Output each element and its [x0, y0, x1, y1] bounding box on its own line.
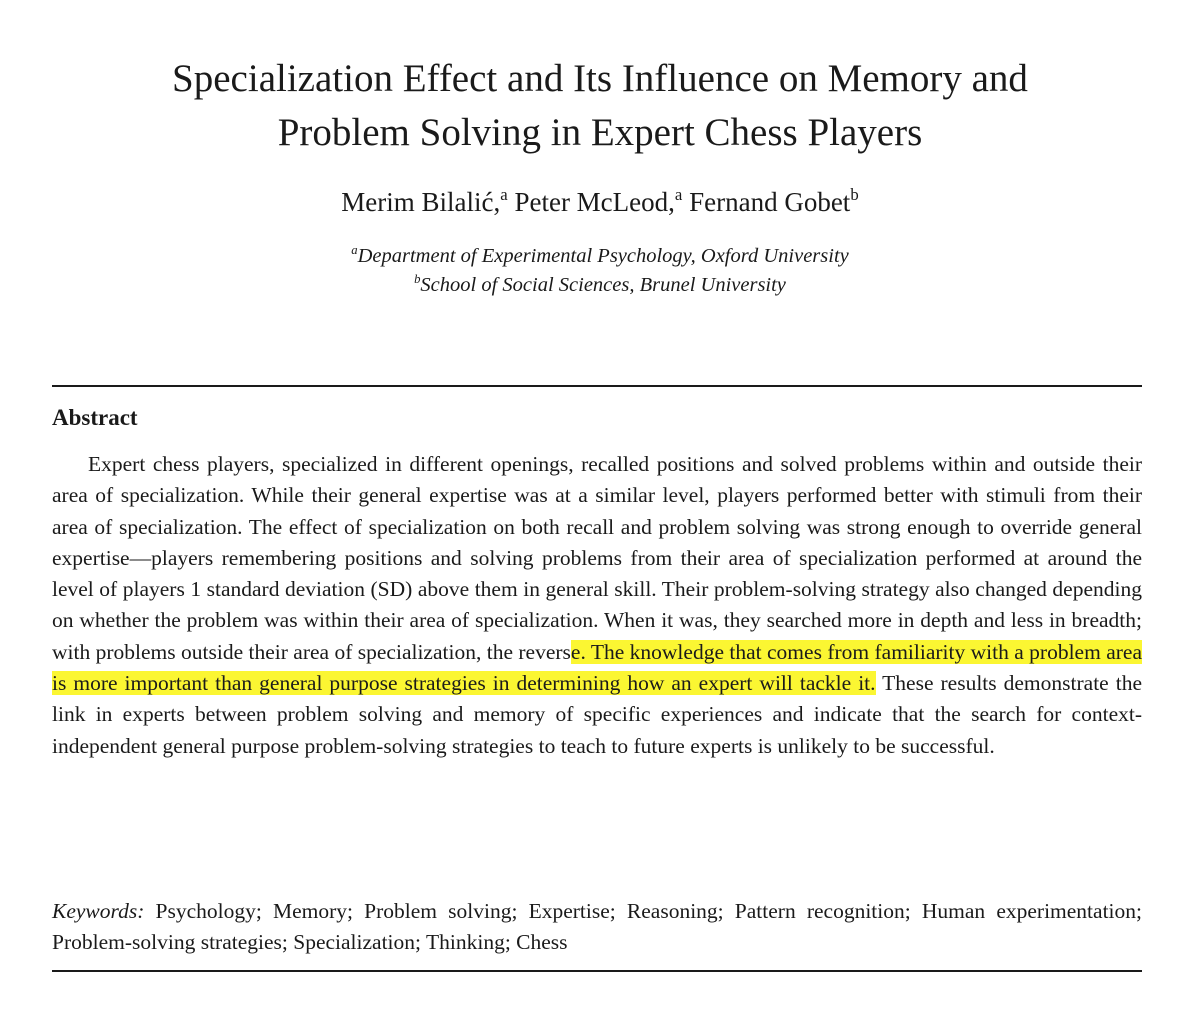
- author-affiliation-mark: b: [850, 185, 859, 205]
- author-name: Merim Bilalić,: [341, 187, 501, 217]
- keywords: [52, 896, 1142, 959]
- title-line-2: Problem Solving in Expert Chess Players: [277, 111, 923, 154]
- affiliation-text: School of Social Sciences, Brunel University: [420, 274, 786, 296]
- abstract-text-after: These results demonstrate the link in experts between problem solving and memory of specific experiences and indicate that the search for context-independent general purpose problem-solving strategies to teach to future experts is unlikely to be successful.: [52, 671, 1142, 758]
- top-divider: [52, 385, 1142, 387]
- keywords-text: Psychology; Memory; Problem solving; Expertise; Reasoning; Pattern recognition; Human experimentation; Problem-solving strategies; Specialization; Thinking; Chess: [52, 899, 1142, 955]
- keywords-label: Keywords:: [52, 899, 145, 923]
- affiliation-text: Department of Experimental Psychology, Oxford University: [357, 245, 849, 267]
- title-line-1: Specialization Effect and Its Influence on Memory and: [172, 57, 1028, 100]
- bottom-divider: [52, 970, 1142, 972]
- paper-title: [0, 52, 1200, 160]
- author-affiliation-mark: a: [674, 185, 683, 205]
- affiliation-list: [0, 242, 1200, 300]
- author-name: Fernand Gobet: [689, 187, 851, 217]
- abstract-text-before: Expert chess players, specialized in different openings, recalled positions and solved problems within and outside their area of specialization. While their general expertise was at a similar level, players performed better with stimuli from their area of specialization. The effect of specialization on both recall and problem solving was strong enough to override general expertise—players remembering positions and solving problems from their area of specialization performed at around the level of players 1 standard deviation (SD) above them in general skill. Their problem-solving strategy also changed depending on whether the problem was within their area of specialization. When it was, they searched more in depth and less in breadth; with problems outside their area of specialization, the revers: [52, 452, 1142, 664]
- author-list: [0, 184, 1200, 220]
- abstract-heading: Abstract: [52, 405, 138, 430]
- abstract-body: [52, 449, 1142, 762]
- author-name: Peter McLeod,: [514, 187, 675, 217]
- affiliation-mark: a: [351, 242, 358, 257]
- affiliation-mark: b: [414, 271, 421, 286]
- affiliation: [0, 242, 1200, 271]
- affiliation: [0, 271, 1200, 300]
- abstract-highlighted-text[interactable]: e. The knowledge that comes from familiarity with a problem area is more important than general purpose strategies in determining how an expert will tackle it.: [52, 639, 1142, 696]
- author-affiliation-mark: a: [500, 185, 508, 205]
